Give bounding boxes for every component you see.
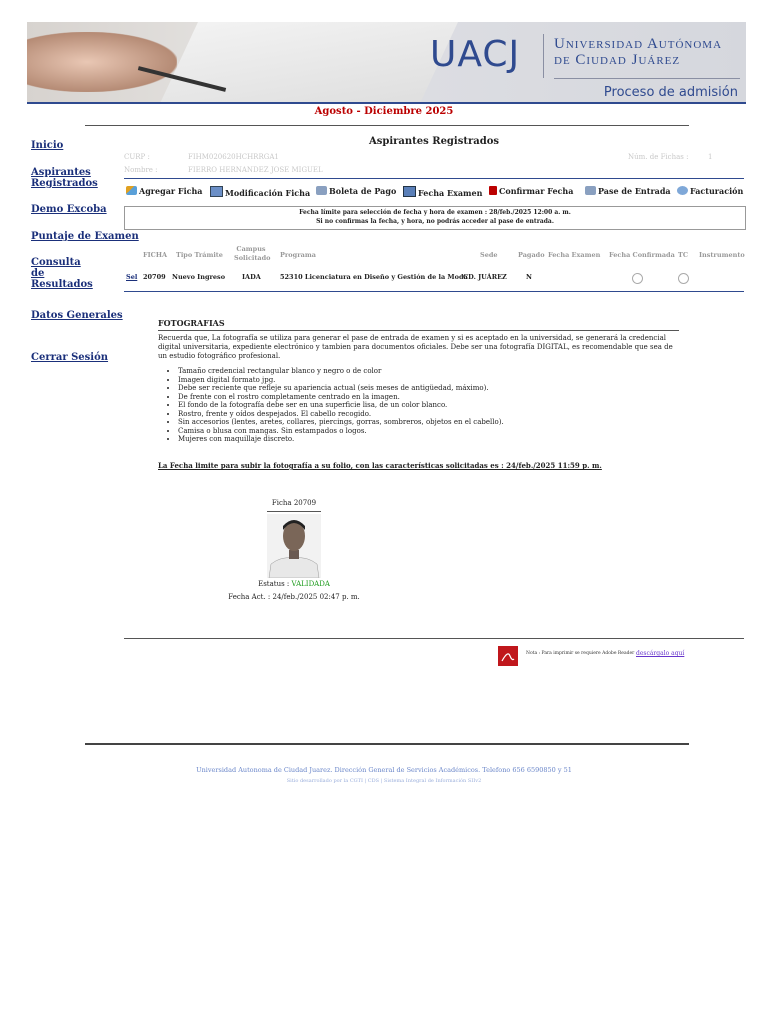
agregar-ficha-button[interactable] — [126, 186, 202, 196]
process-label: Proceso de admisión — [603, 85, 738, 100]
photo-status — [200, 580, 388, 588]
download-adobe-link[interactable]: descárgalo aquí — [636, 650, 685, 657]
toolbar-top-line — [124, 178, 744, 179]
university-name-line1: Universidad Autónoma — [554, 36, 723, 52]
modificacion-ficha-label: Modificación Ficha — [225, 188, 311, 198]
photo-requirements-section — [158, 318, 679, 444]
photo-section-intro: Recuerda que, La fotografía se utiliza para generar el pase de entrada de examen y si es aceptado en la universidad, se generará la credencial digital universitaria, expediente electrónico y tambien para documentos oficiales. Debe ser una fotografía DIGITAL, es recomendable que sea de un estudio fotográfico profesional. — [158, 334, 673, 360]
list-item: • El fondo de la fotografía debe ser en una superficie lisa, de un color blanco. — [178, 401, 679, 410]
cell-pagado: N — [526, 273, 532, 281]
col-tipo-tramite: Tipo Trámite — [176, 251, 223, 259]
cell-programa: 52310 Licenciatura en Diseño y Gestión de la Moda — [280, 273, 468, 281]
list-item: • Sin accesorios (lentes, aretes, collares, piercings, gorras, sombreros, objetos en el cabello). — [178, 418, 679, 427]
sidebar-item-aspirantes-registrados[interactable]: Aspirantes Registrados — [31, 167, 98, 189]
col-instrumento: Instrumento — [699, 251, 745, 259]
printer-icon — [316, 186, 327, 195]
banner-paper-image — [151, 22, 462, 103]
ficha-underline — [267, 511, 321, 512]
agregar-ficha-label: Agregar Ficha — [139, 186, 203, 196]
boleta-pago-label: Boleta de Pago — [329, 186, 397, 196]
list-item: • Tamaño credencial rectangular blanco y negro o de color — [178, 367, 679, 376]
pdf-icon[interactable] — [498, 646, 518, 666]
status-label: Estatus : — [258, 580, 292, 588]
status-badge: VALIDADA — [291, 580, 330, 588]
edit-icon — [210, 186, 223, 197]
tc-radio[interactable] — [678, 273, 689, 284]
pase-entrada-button[interactable] — [585, 186, 671, 196]
curp-label: CURP : — [124, 153, 150, 161]
table-bottom-line — [124, 291, 744, 292]
uacj-logo: UACJ — [430, 34, 521, 75]
fecha-confirmada-radio[interactable] — [632, 273, 643, 284]
fichas-value: 1 — [708, 153, 713, 161]
fichas-label: Núm. de Fichas : — [628, 153, 689, 161]
cell-campus: IADA — [242, 273, 261, 281]
photo-deadline: La Fecha limite para subir la fotografía a su folio, con las características solicitadas es : 24/feb./2025 11:59 p. m. — [158, 461, 602, 470]
notice-line2: Si no confirmas la fecha, y hora, no podrás acceder al pase de entrada. — [316, 218, 554, 225]
nombre-value: FIERRO HERNANDEZ JOSE MIGUEL — [188, 166, 323, 174]
top-divider — [85, 125, 689, 126]
footer-line2: Sitio desarrollado por la CGTI | CDS | Sistema Integral de Información SIIv2 — [286, 778, 482, 784]
calendar-icon — [403, 186, 416, 197]
confirmar-fecha-button[interactable] — [489, 186, 573, 196]
footer-line1: Universidad Autonoma de Ciudad Juarez. Dirección General de Servicios Académicos. Telefono 656 6590850 y 51 — [196, 766, 572, 774]
banner-bottom-bar — [27, 102, 746, 104]
university-name-line2: de Ciudad Juárez — [554, 52, 681, 68]
page-title: Aspirantes Registrados — [368, 136, 500, 147]
col-programa: Programa — [280, 251, 316, 259]
logo-underline — [554, 78, 740, 79]
banner-hand-image — [27, 32, 177, 92]
photo-section-heading: FOTOGRAFIAS — [158, 318, 679, 331]
list-item: • Mujeres con maquillaje discreto. — [178, 435, 679, 444]
printer-icon — [585, 186, 596, 195]
cell-tipo-tramite: Nuevo Ingreso — [172, 273, 226, 281]
notice-line1: Fecha límite para selección de fecha y hora de examen : 28/feb./2025 12:00 a. m. — [299, 209, 571, 216]
cell-ficha: 20709 — [143, 273, 166, 281]
sidebar-item-demo-excoba[interactable]: Demo Excoba — [31, 204, 107, 215]
sidebar-item-consulta-resultados[interactable]: Consulta de Resultados — [31, 257, 93, 290]
sidebar-item-cerrar-sesion[interactable]: Cerrar Sesión — [31, 352, 109, 363]
photo-requirements-list — [158, 367, 679, 444]
pase-entrada-label: Pase de Entrada — [598, 186, 671, 196]
col-fecha-confirmada: Fecha Confirmada — [609, 251, 675, 259]
col-sede: Sede — [480, 251, 498, 259]
adobe-note: Nota : Para imprimir se requiere Adobe Reader — [526, 651, 635, 656]
boleta-pago-button[interactable] — [316, 186, 396, 196]
col-ficha: FICHA — [143, 251, 168, 259]
logo-divider — [543, 34, 544, 78]
col-tc: TC — [678, 251, 689, 259]
cell-sede: CD. JUÁREZ — [463, 273, 507, 281]
confirm-icon — [489, 186, 497, 195]
list-item: • Camisa o blusa con mangas. Sin estampados o logos. — [178, 427, 679, 436]
facturacion-button[interactable] — [677, 186, 743, 196]
list-item: • De frente con el rostro completamente centrado en la imagen. — [178, 393, 679, 402]
header-banner — [27, 22, 746, 103]
applicant-photo — [267, 514, 321, 578]
photo-ficha-label: Ficha 20709 — [271, 499, 317, 507]
invoice-icon — [677, 186, 688, 195]
confirmar-fecha-label: Confirmar Fecha — [499, 186, 574, 196]
list-item: • Rostro, frente y oídos despejados. El cabello recogido. — [178, 410, 679, 419]
col-pagado: Pagado — [518, 251, 545, 259]
col-campus: Campus Solicitado — [234, 245, 271, 262]
section-divider — [124, 638, 744, 639]
sidebar-item-puntaje-examen[interactable]: Puntaje de Examen — [31, 231, 139, 242]
fecha-examen-button[interactable] — [403, 186, 482, 198]
photo-update-date: Fecha Act. : 24/feb./2025 02:47 p. m. — [228, 593, 360, 601]
exam-date-notice — [124, 206, 746, 230]
university-name — [554, 36, 722, 68]
nombre-label: Nombre : — [124, 166, 158, 174]
col-fecha-examen: Fecha Examen — [548, 251, 601, 259]
curp-value: FIHM020620HCHRRGA1 — [188, 153, 279, 161]
sidebar-item-inicio[interactable]: Inicio — [31, 140, 64, 151]
sidebar-item-datos-generales[interactable]: Datos Generales — [31, 310, 123, 321]
select-row-link[interactable]: Sel — [126, 273, 138, 281]
footer-divider — [85, 743, 689, 745]
modificacion-ficha-button[interactable] — [210, 186, 310, 198]
facturacion-label: Facturación — [690, 186, 744, 196]
key-icon — [126, 186, 137, 195]
list-item: • Debe ser reciente que refleje su apariencia actual (seis meses de antigüedad, máximo). — [178, 384, 679, 393]
fecha-examen-label: Fecha Examen — [418, 188, 483, 198]
period-label: Agosto - Diciembre 2025 — [314, 106, 454, 117]
list-item: • Imagen digital formato jpg. — [178, 376, 679, 385]
